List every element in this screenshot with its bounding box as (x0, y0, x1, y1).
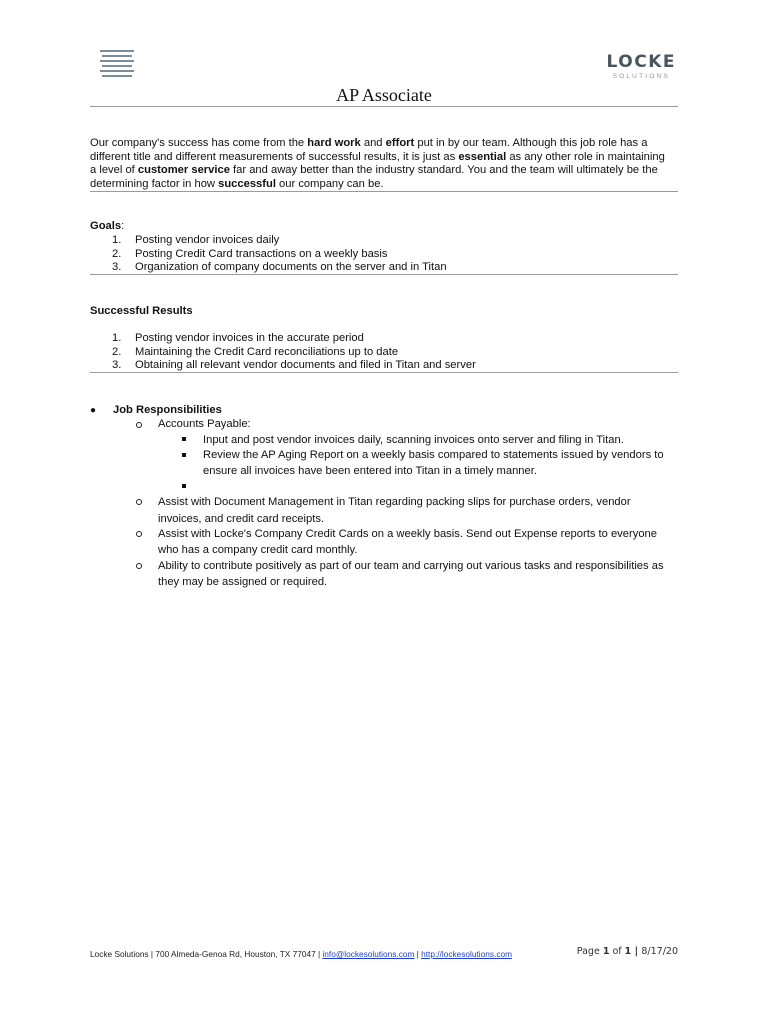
square-bullet (182, 453, 186, 457)
list-number: 3. (112, 359, 122, 371)
intro-text: put in by our team. Although this job role has a (414, 137, 648, 149)
intro-text: a level of (90, 164, 138, 176)
contribute-line-2: they may be assigned or required. (158, 576, 328, 588)
ap-item-2: Review the AP Aging Report on a weekly basis compared to statements issued by vendors to (203, 449, 664, 461)
footer-contact: Locke Solutions | 700 Almeda-Genoa Rd, Houston, TX 77047 | info@lockesolutions.com | http://lockesolutions.com (90, 949, 512, 959)
doc-mgmt-line-2: invoices, and credit card receipts. (158, 513, 325, 525)
ap-item-1: Input and post vendor invoices daily, scanning invoices onto server and filing in Titan. (203, 434, 624, 446)
intro-text: far and away better than the industry standard. You and the team will ultimately be the (229, 164, 658, 176)
result-item (112, 359, 476, 373)
results-divider (90, 372, 678, 373)
page-number: 1 (602, 946, 610, 957)
goal-item (112, 248, 447, 262)
credit-cards-line-1: Assist with Locke's Company Credit Cards on a weekly basis. Send out Expense reports to everyone (158, 528, 657, 540)
intro-text: and (360, 137, 386, 149)
goal-item (112, 261, 447, 275)
emphasis-text: effort (385, 137, 415, 149)
circle-bullet (136, 499, 142, 505)
list-text: Posting vendor invoices daily (135, 234, 280, 246)
intro-text: Our company's success has come from the (90, 137, 308, 149)
goals-list (112, 234, 447, 275)
circle-bullet (136, 422, 142, 428)
circle-bullet (136, 531, 142, 537)
intro-divider (90, 191, 678, 192)
list-number: 3. (112, 261, 122, 273)
page-total: 1 (624, 946, 632, 957)
list-number: 2. (112, 247, 122, 260)
square-bullet (182, 437, 186, 441)
goals-heading: Goals: (90, 220, 125, 232)
goals-divider (90, 274, 678, 275)
disc-bullet: ● (90, 405, 97, 416)
doc-mgmt-line-1: Assist with Document Management in Titan regarding packing slips for purchase orders, vendor (158, 496, 631, 508)
results-heading: Successful Results (90, 305, 193, 317)
credit-cards-line-2: who has a company credit card monthly. (158, 544, 358, 556)
footer-website-link[interactable]: http://lockesolutions.com (421, 949, 512, 959)
company-logo (607, 53, 676, 80)
accounts-payable-label: Accounts Payable: (158, 418, 251, 430)
contribute-line-1: Ability to contribute positively as part of our team and carrying out various tasks and responsibilities as (158, 560, 664, 572)
page-title: AP Associate (336, 85, 432, 105)
responsibilities-heading: Job Responsibilities (113, 404, 222, 416)
emphasis-text: customer service (137, 164, 230, 176)
ap-item-2-cont: ensure all invoices have been entered into Titan in a timely manner. (203, 465, 537, 477)
emphasis-text: successful (218, 177, 276, 190)
footer-address: Locke Solutions | 700 Almeda-Genoa Rd, Houston, TX 77047 | (90, 949, 323, 959)
intro-text: our company can be. (275, 177, 384, 190)
title-divider (90, 106, 678, 107)
result-item (112, 346, 476, 360)
list-number: 1. (112, 234, 122, 246)
goal-item (112, 234, 447, 248)
list-number: 1. (112, 332, 122, 344)
emphasis-text: essential (458, 150, 507, 163)
list-text: Obtaining all relevant vendor documents and filed in Titan and server (135, 359, 476, 371)
square-bullet (182, 484, 186, 488)
list-text: Organization of company documents on the server and in Titan (135, 261, 447, 273)
company-logo-mark (100, 50, 134, 80)
intro-text: as any other role in maintaining (506, 150, 665, 163)
footer-page-info: Page 1 of 1 | 8/17/20 (576, 946, 678, 957)
intro-paragraph (90, 137, 665, 191)
result-item (112, 332, 476, 346)
emphasis-text: hard work (307, 137, 361, 149)
list-number: 2. (112, 345, 122, 358)
circle-bullet (136, 563, 142, 569)
intro-text: different title and different measurements of successful results, it is just as (90, 150, 459, 163)
logo-text: LOCKE (606, 52, 676, 72)
list-text: Posting vendor invoices in the accurate period (135, 332, 364, 344)
results-list (112, 332, 476, 373)
list-text: Maintaining the Credit Card reconciliations up to date (135, 345, 399, 358)
footer-email-link[interactable]: info@lockesolutions.com (322, 949, 415, 959)
logo-subtext: SOLUTIONS (612, 73, 670, 80)
list-text: Posting Credit Card transactions on a weekly basis (135, 247, 388, 260)
intro-text: determining factor in how (90, 177, 219, 190)
document-date: 8/17/20 (641, 946, 678, 957)
